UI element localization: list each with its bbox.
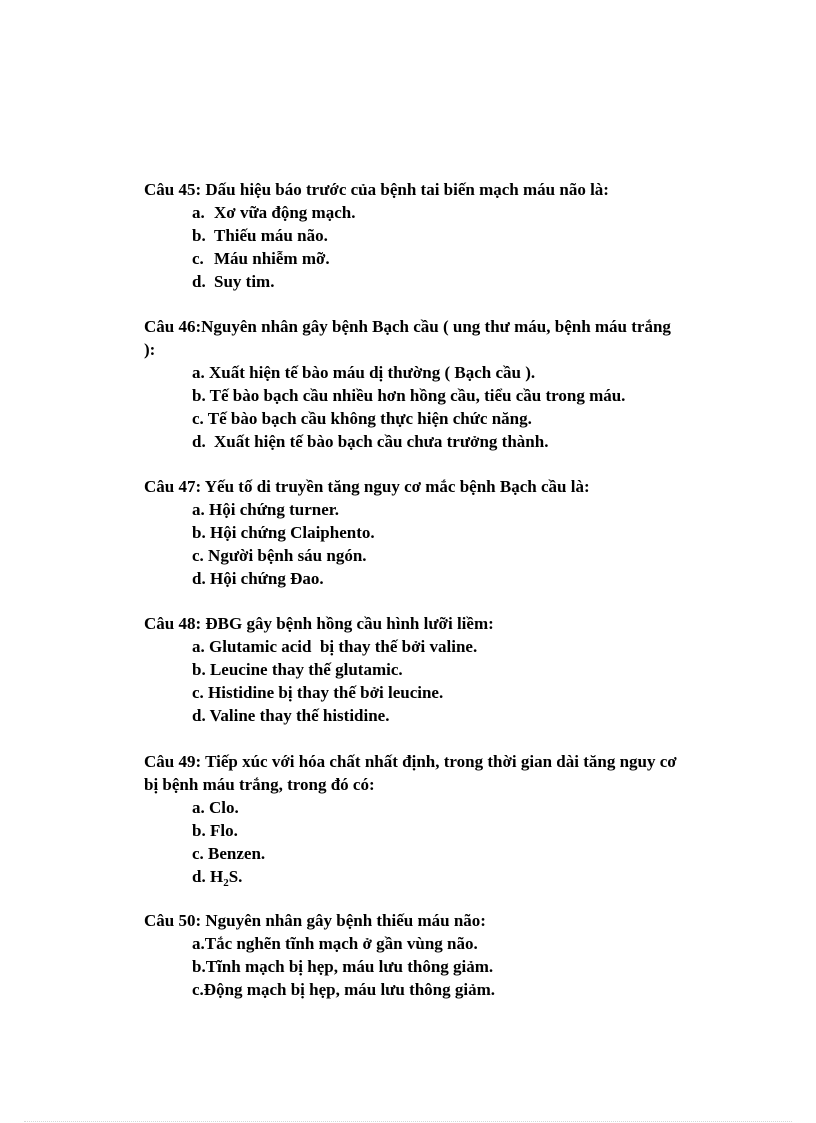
option-48-d	[144, 704, 684, 727]
option-label: a.	[192, 500, 205, 519]
option-text: Glutamic acid bị thay thế bởi valine.	[209, 637, 478, 656]
option-label: b.	[192, 226, 206, 245]
option-48-b	[144, 658, 684, 681]
option-50-a	[144, 932, 684, 955]
question-48	[144, 612, 684, 727]
option-50-b	[144, 955, 684, 978]
option-text: Histidine bị thay thế bởi leucine.	[208, 683, 444, 702]
question-46-options	[144, 361, 684, 453]
option-text: Benzen.	[208, 844, 266, 863]
option-49-c	[144, 842, 684, 865]
option-45-c	[144, 247, 684, 270]
question-46-text: Câu 46:Nguyên nhân gây bệnh Bạch cầu ( ung thư máu, bệnh máu trắng ):	[144, 317, 671, 359]
option-label: b.	[192, 821, 206, 840]
option-label: a.	[192, 798, 205, 817]
option-text: Flo.	[209, 821, 238, 840]
option-text: Valine thay thế histidine.	[209, 706, 390, 725]
option-text: Xơ vữa động mạch.	[214, 203, 356, 222]
formula-element: H	[209, 867, 224, 886]
option-label: c.	[192, 249, 204, 268]
option-label: d.	[192, 432, 206, 451]
option-text: Leucine thay thế glutamic.	[209, 660, 403, 679]
option-text: Xuất hiện tế bào bạch cầu chưa trưởng thành.	[214, 432, 549, 451]
option-label: b.	[192, 660, 206, 679]
question-46	[144, 315, 684, 453]
question-47	[144, 475, 684, 590]
option-46-b	[144, 384, 684, 407]
option-47-d	[144, 567, 684, 590]
question-48-options	[144, 635, 684, 727]
formula-subscript: 2	[223, 877, 229, 889]
option-text: Người bệnh sáu ngón.	[208, 546, 367, 565]
option-text: Tắc nghẽn tĩnh mạch ở gần vùng não.	[204, 934, 478, 953]
option-46-c	[144, 407, 684, 430]
question-47-text: Câu 47: Yếu tố di truyền tăng nguy cơ mắc bệnh Bạch cầu là:	[144, 477, 590, 496]
option-text: Hội chứng turner.	[209, 500, 339, 519]
option-46-a	[144, 361, 684, 384]
question-49	[144, 750, 684, 888]
option-47-a	[144, 498, 684, 521]
option-text: Hội chứng Đao.	[209, 569, 324, 588]
option-text: Suy tim.	[214, 272, 275, 291]
option-text: Thiếu máu não.	[214, 226, 328, 245]
option-49-b	[144, 819, 684, 842]
option-50-c	[144, 978, 684, 1001]
option-label: c.	[192, 844, 204, 863]
option-text	[209, 867, 243, 889]
option-label: d.	[192, 272, 206, 291]
option-text: Máu nhiễm mỡ.	[214, 249, 330, 268]
option-47-c	[144, 544, 684, 567]
option-text: Động mạch bị hẹp, máu lưu thông giảm.	[203, 980, 496, 999]
option-text: Tế bào bạch cầu nhiều hơn hồng cầu, tiểu cầu trong máu.	[209, 386, 626, 405]
question-45-options	[144, 201, 684, 293]
option-label: a.	[192, 203, 205, 222]
option-47-b	[144, 521, 684, 544]
option-49-d	[144, 865, 684, 888]
question-50	[144, 909, 684, 1001]
question-45	[144, 178, 684, 293]
option-45-b	[144, 224, 684, 247]
question-50-text: Câu 50: Nguyên nhân gây bệnh thiếu máu não:	[144, 911, 486, 930]
option-label: b.	[192, 523, 206, 542]
option-label: c.	[192, 683, 204, 702]
formula-element: S.	[228, 867, 243, 886]
option-label: a.	[192, 363, 205, 382]
question-49-text: Câu 49: Tiếp xúc với hóa chất nhất định, trong thời gian dài tăng nguy cơ bị bệnh máu trắng, trong đó có:	[144, 752, 677, 794]
question-45-text: Câu 45: Dấu hiệu báo trước của bệnh tai biến mạch máu não là:	[144, 180, 609, 199]
question-50-options	[144, 932, 684, 1001]
option-label: a.	[192, 637, 205, 656]
page-bottom-divider	[24, 1121, 792, 1122]
option-text: Hội chứng Claiphento.	[209, 523, 375, 542]
option-48-c	[144, 681, 684, 704]
question-47-options	[144, 498, 684, 590]
option-text: Clo.	[209, 798, 239, 817]
option-label: c.	[192, 980, 204, 999]
option-label: d.	[192, 706, 206, 725]
option-48-a	[144, 635, 684, 658]
option-label: b.	[192, 386, 206, 405]
option-text: Xuất hiện tế bào máu dị thường ( Bạch cầu ).	[209, 363, 536, 382]
option-45-d	[144, 270, 684, 293]
option-label: a.	[192, 934, 205, 953]
question-48-text: Câu 48: ĐBG gây bệnh hồng cầu hình lưỡi liềm:	[144, 614, 494, 633]
option-label: c.	[192, 409, 204, 428]
option-45-a	[144, 201, 684, 224]
question-49-options	[144, 796, 684, 888]
option-label: d.	[192, 569, 206, 588]
option-label: b.	[192, 957, 206, 976]
option-49-a	[144, 796, 684, 819]
option-text: Tĩnh mạch bị hẹp, máu lưu thông giảm.	[205, 957, 494, 976]
option-label: d.	[192, 867, 206, 886]
option-label: c.	[192, 546, 204, 565]
option-46-d	[144, 430, 684, 453]
option-text: Tế bào bạch cầu không thực hiện chức năng.	[207, 409, 532, 428]
